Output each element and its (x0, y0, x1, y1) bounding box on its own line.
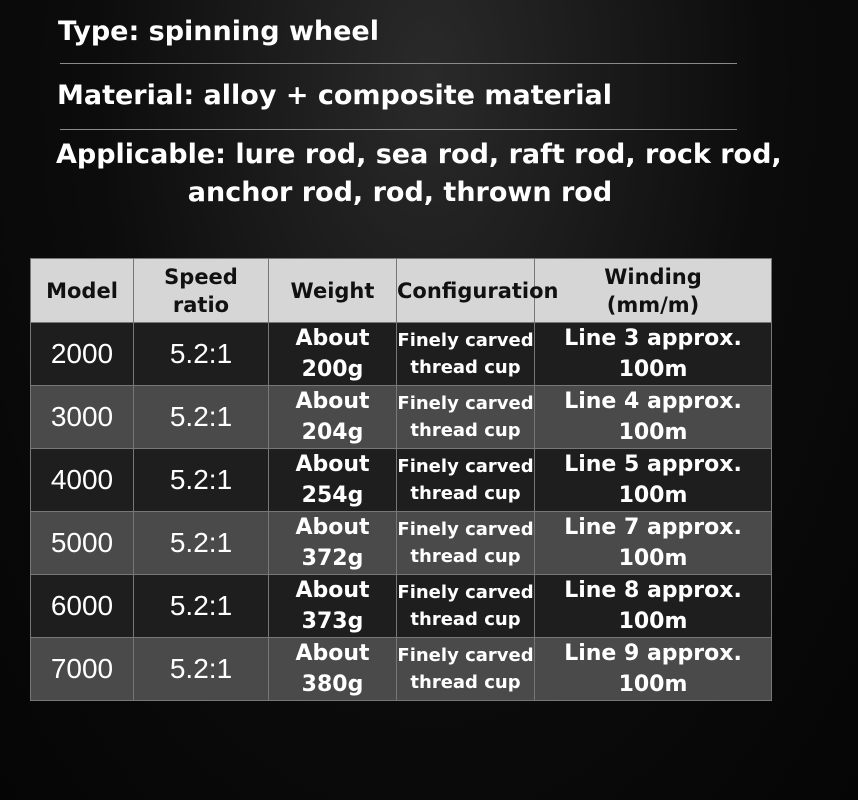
cell-configuration: Finely carved thread cup (397, 512, 535, 575)
cell-winding: Line 9 approx. 100m (535, 638, 772, 701)
cell-winding: Line 4 approx. 100m (535, 386, 772, 449)
cell-weight: About 200g (269, 323, 397, 386)
cell-configuration: Finely carved thread cup (397, 575, 535, 638)
cell-speed-ratio: 5.2:1 (134, 638, 269, 701)
spec-material: Material: alloy + composite material (57, 80, 612, 111)
cell-configuration: Finely carved thread cup (397, 638, 535, 701)
cell-winding: Line 3 approx. 100m (535, 323, 772, 386)
divider (60, 129, 737, 130)
header-configuration: Configuration (397, 259, 535, 323)
cell-weight: About 372g (269, 512, 397, 575)
spec-applicable-cont: anchor rod, rod, thrown rod (187, 177, 613, 208)
spec-type: Type: spinning wheel (58, 16, 379, 47)
cell-configuration: Finely carved thread cup (397, 449, 535, 512)
divider (60, 63, 737, 64)
cell-weight: About 380g (269, 638, 397, 701)
cell-model: 2000 (31, 323, 134, 386)
cell-speed-ratio: 5.2:1 (134, 386, 269, 449)
table-header (31, 259, 772, 323)
header-speed-ratio: Speed ratio (134, 259, 269, 323)
spec-table (30, 258, 772, 701)
cell-winding: Line 7 approx. 100m (535, 512, 772, 575)
table-row (31, 449, 772, 512)
cell-speed-ratio: 5.2:1 (134, 512, 269, 575)
cell-configuration: Finely carved thread cup (397, 386, 535, 449)
table-row (31, 323, 772, 386)
header-winding: Winding (mm/m) (535, 259, 772, 323)
header-weight: Weight (269, 259, 397, 323)
cell-weight: About 254g (269, 449, 397, 512)
cell-winding: Line 8 approx. 100m (535, 575, 772, 638)
header-model: Model (31, 259, 134, 323)
spec-applicable: Applicable: lure rod, sea rod, raft rod, rock rod, (56, 139, 782, 170)
table-row (31, 386, 772, 449)
cell-weight: About 204g (269, 386, 397, 449)
cell-model: 5000 (31, 512, 134, 575)
cell-model: 3000 (31, 386, 134, 449)
cell-configuration: Finely carved thread cup (397, 323, 535, 386)
cell-speed-ratio: 5.2:1 (134, 323, 269, 386)
table-row (31, 638, 772, 701)
table-row (31, 512, 772, 575)
cell-model: 6000 (31, 575, 134, 638)
cell-model: 4000 (31, 449, 134, 512)
cell-weight: About 373g (269, 575, 397, 638)
cell-speed-ratio: 5.2:1 (134, 575, 269, 638)
cell-winding: Line 5 approx. 100m (535, 449, 772, 512)
table-row (31, 575, 772, 638)
cell-model: 7000 (31, 638, 134, 701)
cell-speed-ratio: 5.2:1 (134, 449, 269, 512)
